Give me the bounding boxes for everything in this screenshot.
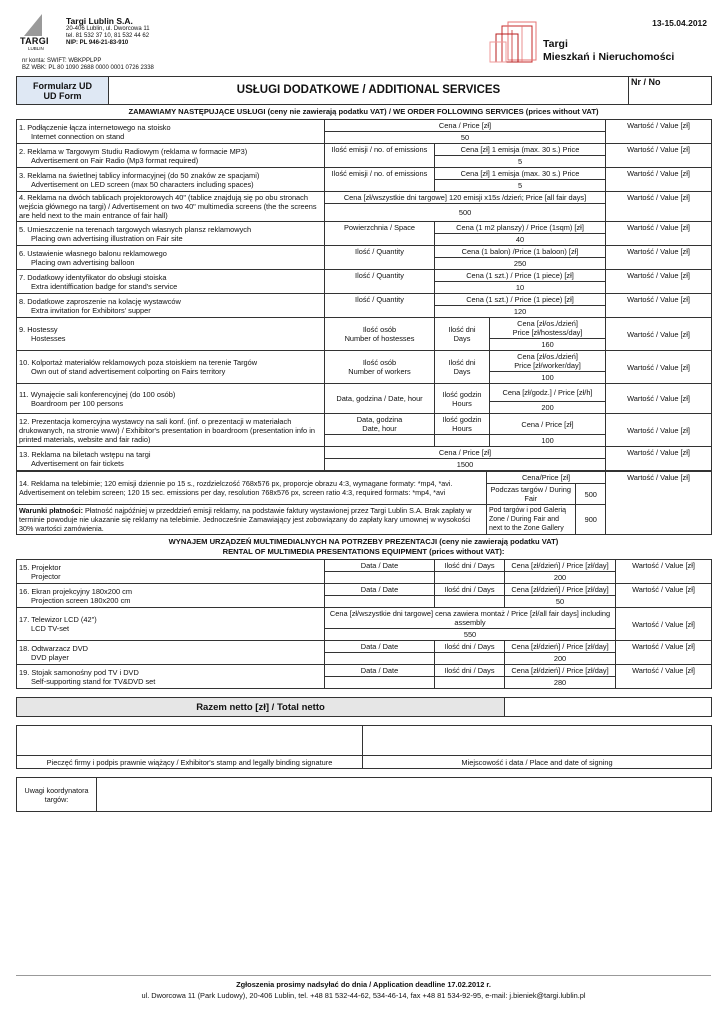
signature-table xyxy=(16,725,712,769)
table-row xyxy=(17,168,712,180)
item-description: 9. Hostessy Hostesses xyxy=(17,318,325,351)
page-footer xyxy=(16,975,711,1001)
item-description: 1. Podłączenie łącza internetowego na stoisko Internet connection on stand xyxy=(17,120,325,144)
price-label: Cena [zł/dzień] / Price [zł/day] xyxy=(505,584,616,596)
date-hour-field[interactable]: Data, godzina / Date, hour xyxy=(325,384,435,414)
remarks-label: Uwagi koordynatora targów: xyxy=(17,778,97,812)
price-value: 5 xyxy=(435,156,606,168)
quantity-field[interactable]: Ilość emisji / no. of emissions xyxy=(325,168,435,192)
table-row xyxy=(17,447,712,459)
bank-info: nr konta: SWIFT: WBKPPLPP BZ WBK: PL 80 1090 2688 0000 0001 0726 2338 xyxy=(22,58,154,71)
targi-lublin-logo: TARGI LUBLIN xyxy=(18,14,62,54)
item-description: 6. Ustawienie własnego balonu reklamowego Placing own advertising balloon xyxy=(17,246,325,270)
price-value: 50 xyxy=(505,596,616,608)
remarks-table xyxy=(16,777,712,812)
hours-field[interactable]: Ilość godzin Hours xyxy=(435,384,490,414)
value-field[interactable]: Wartość / Value [zł] xyxy=(616,608,712,641)
item-description: 17. Telewizor LCD (42") LCD TV-set xyxy=(17,608,325,641)
price-label: Cena [zł/wszystkie dni targowe] 120 emisji x15s /dzień; Price [all fair days] xyxy=(325,192,606,204)
item-description: 15. Projektor Projector xyxy=(17,560,325,584)
table-row xyxy=(17,318,712,339)
item-description: 19. Stojak samonośny pod TV i DVD Self-supporting stand for TV&DVD set xyxy=(17,665,325,689)
quantity-field[interactable]: Ilość osób Number of hostesses xyxy=(325,318,435,351)
item-description: 16. Ekran projekcyjny 180x200 cm Projection screen 180x200 cm xyxy=(17,584,325,608)
value-field[interactable]: Wartość / Value [zł] xyxy=(606,351,712,384)
stamp-signature-field[interactable] xyxy=(17,726,363,756)
item-description: 11. Wynajęcie sali konferencyjnej (do 100 osób) Boardroom per 100 persons xyxy=(17,384,325,414)
price-value: 120 xyxy=(435,306,606,318)
price-value: 50 xyxy=(325,132,606,144)
price-value: 5 xyxy=(435,180,606,192)
price-value: 200 xyxy=(505,572,616,584)
item-description: 3. Reklama na świetlnej tablicy informacyjnej (do 50 znaków ze spacjami) Advertisement on LED screen (max 50 characters including spaces) xyxy=(17,168,325,192)
price-value: 200 xyxy=(490,402,606,414)
quantity-field[interactable]: Ilość osób Number of workers xyxy=(325,351,435,384)
date-field[interactable]: Data / Date xyxy=(325,584,435,596)
value-field[interactable]: Wartość / Value [zł] xyxy=(616,560,712,584)
event-logo-icon xyxy=(488,20,538,64)
value-field[interactable]: Wartość / Value [zł] xyxy=(606,246,712,270)
date-field[interactable]: Data / Date xyxy=(325,560,435,572)
value-field[interactable]: Wartość / Value [zł] xyxy=(606,168,712,192)
price-label: Cena [zł/dzień] / Price [zł/day] xyxy=(505,560,616,572)
remarks-field[interactable] xyxy=(97,778,712,812)
item-description: 12. Prezentacja komercyjna wystawcy na sali konf. (inf. o prezentacji w materiałach drukowanych, na stronie www) / Exhibitor's presentation in boardroom (presentation info in printed materials, website and fair radio) xyxy=(17,414,325,447)
company-nip: NIP: PL 946-21-83-910 xyxy=(66,40,129,47)
price-label: Cena [zł/dzień] / Price [zł/day] xyxy=(505,641,616,653)
price-label: Cena [zł] 1 emisja (max. 30 s.) Price xyxy=(435,144,606,156)
place-date-label: Miejscowość i data / Place and date of signing xyxy=(363,756,712,769)
value-field[interactable]: Wartość / Value [zł] xyxy=(606,318,712,351)
stamp-signature-label: Pieczęć firmy i podpis prawnie wiążący / Exhibitor's stamp and legally binding signature xyxy=(17,756,363,769)
value-field[interactable]: Wartość / Value [zł] xyxy=(616,641,712,665)
table-row xyxy=(17,414,712,435)
table-row xyxy=(17,120,712,132)
value-field[interactable]: Wartość / Value [zł] xyxy=(606,414,712,447)
price-value: 250 xyxy=(435,258,606,270)
rental-heading: WYNAJEM URZĄDZEŃ MULTIMEDIALNYCH NA POTRZEBY PREZENTACJI (ceny nie zawierają podatku VAT) RENTAL OF MULTIMEDIA PRESENTATIONS EQUIPMENT (prices without VAT): xyxy=(168,537,559,556)
table-row xyxy=(17,384,712,402)
quantity-field[interactable]: Ilość / Quantity xyxy=(325,294,435,318)
contact-text: ul. Dworcowa 11 (Park Ludowy), 20-406 Lublin, tel. +48 81 532-44-62, 534-46-14, fax +48 81 534-92-95, e-mail: j.bieniek@targi.lublin.pl xyxy=(141,991,586,1000)
table-row xyxy=(17,246,712,258)
date-field[interactable]: Data / Date xyxy=(325,641,435,653)
table-row xyxy=(17,294,712,306)
rental-table xyxy=(16,559,712,689)
value-field[interactable]: Wartość / Value [zł] xyxy=(606,120,712,144)
page-header xyxy=(16,14,711,72)
price-label: Cena/Price [zł] xyxy=(487,472,606,484)
price-value: 280 xyxy=(505,677,616,689)
company-info xyxy=(66,16,206,48)
company-phones: tel. 81 532 37 10, 81 532 44 62 xyxy=(66,33,150,40)
value-field[interactable]: Wartość / Value [zł] xyxy=(606,144,712,168)
item-description: 7. Dodatkowy identyfikator do obsługi stoiska Extra identiffication badge for stand's service xyxy=(17,270,325,294)
days-field[interactable]: Ilość dni / Days xyxy=(435,641,505,653)
telebim-option-during-fair[interactable]: Podczas targów / During Fair 500 xyxy=(487,484,606,505)
days-field[interactable]: Ilość dni / Days xyxy=(435,584,505,596)
date-hour-field[interactable]: Data, godzina Date, hour xyxy=(325,414,435,435)
price-label: Cena (1 balon) /Price (1 baloon) [zł] xyxy=(435,246,606,258)
price-value: 500 xyxy=(325,204,606,222)
item-description: 2. Reklama w Targowym Studiu Radiowym (reklama w formacie MP3) Advertisement on Fair Radio (Mp3 format required) xyxy=(17,144,325,168)
price-label: Cena (1 szt.) / Price (1 piece) [zł] xyxy=(435,270,606,282)
services-table xyxy=(16,119,712,471)
price-value: 40 xyxy=(435,234,606,246)
place-date-field[interactable] xyxy=(363,726,712,756)
item-description: 8. Dodatkowe zaproszenie na kolację wystawców Extra invitation for Exhibitors' supper xyxy=(17,294,325,318)
event-name: Targi Mieszkań i Nieruchomości xyxy=(543,38,675,63)
value-field[interactable]: Wartość / Value [zł] xyxy=(606,472,712,535)
price-label: Cena / Price [zł] xyxy=(325,120,606,132)
value-field[interactable]: Wartość / Value [zł] xyxy=(606,192,712,222)
item-description: 10. Kolportaż materiałów reklamowych poza stoiskiem na terenie Targów Own out of stand advertisement colporting on Fairs territory xyxy=(17,351,325,384)
price-value: 200 xyxy=(505,653,616,665)
company-name: Targi Lublin S.A. xyxy=(66,16,133,26)
days-field[interactable]: Ilość dni / Days xyxy=(435,665,505,677)
date-field[interactable]: Data / Date xyxy=(325,665,435,677)
deadline-text: Zgłoszenia prosimy nadsyłać do dnia / Application deadline 17.02.2012 r. xyxy=(236,980,491,989)
form-title: USŁUGI DODATKOWE / ADDITIONAL SERVICES xyxy=(109,77,629,105)
value-field[interactable]: Wartość / Value [zł] xyxy=(606,447,712,471)
total-value-field[interactable] xyxy=(505,698,712,717)
total-label: Razem netto [zł] / Total netto xyxy=(17,698,505,717)
table-row xyxy=(17,222,712,234)
quantity-field[interactable]: Ilość / Quantity xyxy=(325,270,435,294)
price-label: Cena [zł/wszystkie dni targowe] cena zawiera montaż / Price [zł/all fair days] including assembly xyxy=(325,608,616,629)
table-row xyxy=(17,270,712,282)
price-label: Cena [zł/dzień] / Price [zł/day] xyxy=(505,665,616,677)
price-label: Cena [zł/godz.] / Price [zł/h] xyxy=(490,384,606,402)
telebim-table xyxy=(16,471,712,535)
price-value: 550 xyxy=(325,629,616,641)
price-value: 160 xyxy=(490,339,606,351)
value-field[interactable]: Wartość / Value [zł] xyxy=(606,384,712,414)
table-row xyxy=(17,144,712,156)
price-label: Cena [zł/os./dzień] Price [zł/worker/day] xyxy=(490,351,606,372)
price-label: Cena / Price [zł] xyxy=(490,414,606,435)
value-field[interactable]: Wartość / Value [zł] xyxy=(616,584,712,608)
form-number-field[interactable]: Nr / No xyxy=(629,77,712,105)
item-description: 5. Umieszczenie na terenach targowych własnych plansz reklamowych Placing own advertising illustration on Fair site xyxy=(17,222,325,246)
company-address: 20-406 Lublin, ul. Dworcowa 11 xyxy=(66,26,150,32)
quantity-field[interactable]: Ilość / Quantity xyxy=(325,246,435,270)
item-description: 18. Odtwarzacz DVD DVD player xyxy=(17,641,325,665)
payment-terms: Warunki płatności: Płatność najpóźniej w przeddzień emisji reklamy, na podstawie faktury wystawionej przez Targi Lublin S.A. Brak zapłaty w terminie powoduje nie ukazanie się reklamy na telebimie. Jednocześnie Zamawiający jest zobowiązany do zapłaty kary umownej w wysokości 30% wartości zamówienia. xyxy=(17,505,487,535)
price-value: 1500 xyxy=(325,459,606,471)
value-field[interactable]: Wartość / Value [zł] xyxy=(616,665,712,689)
telebim-option-gallery[interactable]: Pod targów i pod Galerią Zone / During Fair and next to the Zone Gallery 900 xyxy=(487,505,606,535)
price-label: Cena [zł/os./dzień] Price [zł/hostess/day] xyxy=(490,318,606,339)
price-label: Cena (1 szt.) / Price (1 piece) [zł] xyxy=(435,294,606,306)
event-date: 13-15.04.2012 xyxy=(652,18,707,28)
days-field[interactable]: Ilość dni Days xyxy=(435,351,490,384)
price-value: 100 xyxy=(490,435,606,447)
value-field[interactable]: Wartość / Value [zł] xyxy=(606,222,712,246)
item-description: 4. Reklama na dwóch tablicach projektorowych 40" (tablice znajdują się po obu stronach wejścia głównego na targi) / Advertisement on two 40" multimedia screens (the the screens are held next to the main entrance of fair hall) xyxy=(17,192,325,222)
form-code: Formularz UD UD Form xyxy=(17,77,109,105)
price-label: Cena [zł] 1 emisja (max. 30 s.) Price xyxy=(435,168,606,180)
days-field[interactable]: Ilość dni Days xyxy=(435,318,490,351)
total-table xyxy=(16,697,712,717)
price-value: 100 xyxy=(490,372,606,384)
value-field[interactable]: Wartość / Value [zł] xyxy=(606,270,712,294)
item-description: 14. Reklama na telebimie; 120 emisji dziennie po 15 s., rozdzielczość 768x576 px, proporcje obrazu 4:3, wymagane formaty: *mp4, *avi. Advertisement on telebim screen; 120 15 sec. emissions per day, resolution 768x576 px, screen ratio 4:3, required formats: *mp4, *avi xyxy=(17,472,487,505)
order-heading: ZAMAWIAMY NASTĘPUJĄCE USŁUGI (ceny nie zawierają podatku VAT) / WE ORDER FOLLOWING SERVICES (prices without VAT) xyxy=(128,107,599,116)
hours-field[interactable]: Ilość godzin Hours xyxy=(435,414,490,435)
price-label: Cena (1 m2 planszy) / Price (1sqm) [zł] xyxy=(435,222,606,234)
value-field[interactable]: Wartość / Value [zł] xyxy=(606,294,712,318)
table-row xyxy=(17,351,712,372)
quantity-field[interactable]: Ilość emisji / no. of emissions xyxy=(325,144,435,168)
days-field[interactable]: Ilość dni / Days xyxy=(435,560,505,572)
table-row xyxy=(17,192,712,204)
price-value: 10 xyxy=(435,282,606,294)
quantity-field[interactable]: Powierzchnia / Space xyxy=(325,222,435,246)
form-title-table xyxy=(16,76,712,105)
item-description: 13. Reklama na biletach wstępu na targi Advertisement on fair tickets xyxy=(17,447,325,471)
table-row xyxy=(17,472,712,484)
price-label: Cena / Price [zł] xyxy=(325,447,606,459)
